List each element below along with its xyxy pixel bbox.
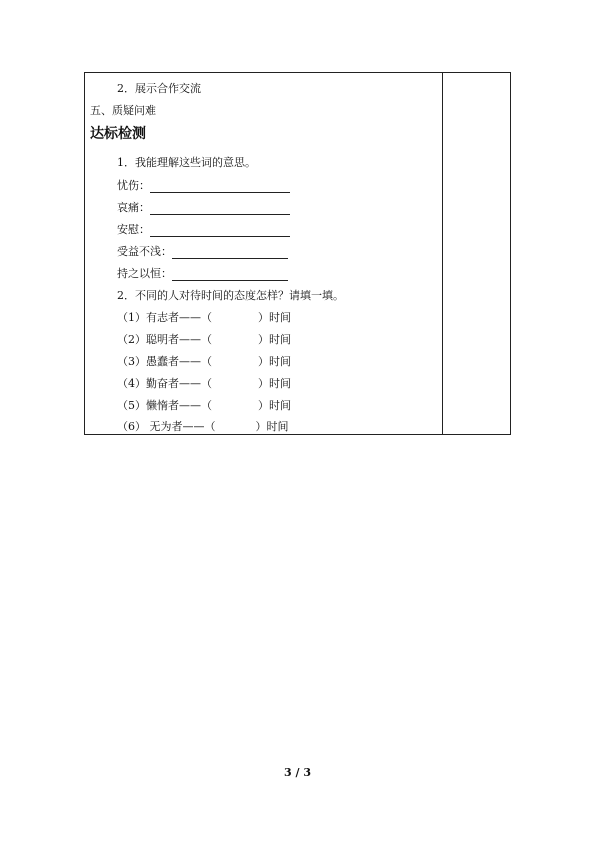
item-close: ）时间 [258, 399, 291, 412]
word-row [117, 223, 290, 237]
answer-blank[interactable] [150, 180, 290, 193]
time-attitude-row [117, 399, 291, 413]
word-row [117, 245, 288, 259]
word-row [117, 179, 290, 193]
time-attitude-row [117, 355, 291, 369]
word-label: 安慰： [117, 223, 150, 236]
item-text: 聪明者——（ [146, 333, 212, 346]
word-label: 受益不浅： [117, 245, 172, 258]
item-number: （5） [117, 399, 146, 412]
page-number: 3 / 3 [284, 766, 311, 779]
section-five-title: 五、质疑问难 [90, 104, 156, 117]
question-2-prompt: 2．不同的人对待时间的态度怎样？请填一填。 [117, 289, 344, 302]
question-1-prompt: 1．我能理解这些词的意思。 [117, 156, 256, 169]
table-content-cell [85, 73, 442, 434]
answer-blank[interactable] [150, 224, 290, 237]
table-column-divider [442, 73, 443, 434]
time-attitude-row [117, 377, 291, 391]
word-row [117, 267, 288, 281]
item-close: ）时间 [258, 311, 291, 324]
answer-blank[interactable] [172, 268, 288, 281]
item-text: 勤奋者——（ [146, 377, 212, 390]
item-close: ）时间 [258, 333, 291, 346]
item-number: （3） [117, 355, 146, 368]
item-text: 无为者——（ [146, 420, 216, 433]
word-label: 哀痛： [117, 201, 150, 214]
lesson-table [84, 72, 511, 435]
answer-blank[interactable] [172, 246, 288, 259]
item-number: （6） [117, 420, 146, 433]
item-number: （2） [117, 333, 146, 346]
answer-blank[interactable] [150, 202, 290, 215]
item-number: （4） [117, 377, 146, 390]
item-close: ）时间 [258, 377, 291, 390]
word-label: 持之以恒： [117, 267, 172, 280]
time-attitude-row [117, 333, 291, 347]
word-label: 忧伤： [117, 179, 150, 192]
item-show-cooperation: 2．展示合作交流 [117, 82, 201, 95]
item-number: （1） [117, 311, 146, 324]
item-text: 愚蠢者——（ [146, 355, 212, 368]
test-section-title: 达标检测 [90, 126, 146, 142]
time-attitude-row [117, 311, 291, 325]
item-text: 有志者——（ [146, 311, 212, 324]
time-attitude-row [117, 420, 289, 434]
item-close: ）时间 [258, 355, 291, 368]
item-text: 懒惰者——（ [146, 399, 212, 412]
word-row [117, 201, 290, 215]
item-close: ）时间 [255, 420, 289, 433]
